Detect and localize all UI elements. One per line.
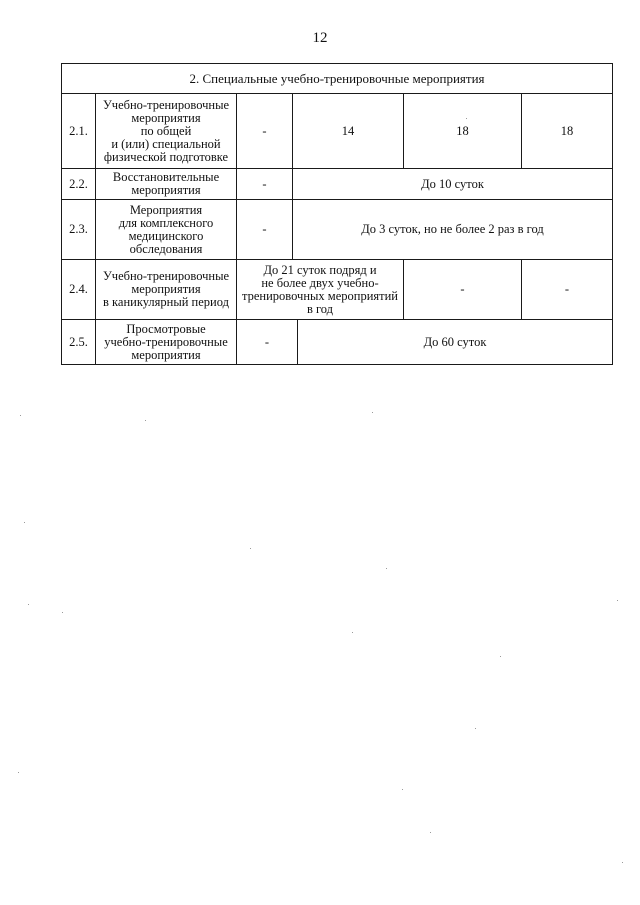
scan-speck xyxy=(145,420,146,421)
row-number: 2.5. xyxy=(69,334,88,349)
row-value: 14 xyxy=(341,123,355,138)
table-border-right xyxy=(612,63,613,365)
row-number: 2.4. xyxy=(69,282,88,296)
scan-speck xyxy=(622,862,623,863)
scan-speck xyxy=(386,568,387,569)
section-title: 2. Специальные учебно-тренировочные мероприятия xyxy=(189,71,485,86)
scan-speck xyxy=(62,612,63,613)
scan-speck xyxy=(250,548,251,549)
row-name: Учебно-тренировочные мероприятия по общей и (или) специальной физической подготовке xyxy=(102,97,230,164)
row-number: 2.2. xyxy=(69,176,88,191)
row-value: - xyxy=(564,282,570,296)
row-value: До 21 суток подряд и не более двух учебно- тренировочных мероприятий в год xyxy=(242,262,398,316)
row-name: Восстановительные мероприятия xyxy=(112,170,220,197)
row-value: - xyxy=(460,282,465,296)
scan-speck xyxy=(18,772,19,773)
scan-speck xyxy=(372,412,373,413)
row-value: - xyxy=(262,176,267,191)
row-name: Просмотровые учебно-тренировочные мероприятия xyxy=(104,321,228,362)
row-value: - xyxy=(262,222,267,236)
page-number: 12 xyxy=(312,30,328,46)
scan-speck xyxy=(20,415,21,416)
scan-speck xyxy=(475,728,476,729)
row-value: - xyxy=(262,123,267,138)
scan-speck xyxy=(402,789,403,790)
scan-speck xyxy=(352,632,353,633)
row-name: Учебно-тренировочные мероприятия в каникулярный период xyxy=(102,269,230,309)
row-name: Мероприятия для комплексного медицинского обследования xyxy=(118,202,214,256)
row-number: 2.1. xyxy=(69,123,88,138)
row-value: - xyxy=(264,334,270,349)
scan-speck xyxy=(24,522,25,523)
row-value: До 60 суток xyxy=(423,334,487,349)
row-value: 18 xyxy=(560,123,574,138)
scan-speck xyxy=(430,832,431,833)
table-border-bottom xyxy=(61,364,613,365)
row-number: 2.3. xyxy=(69,222,88,236)
row-value: 18 xyxy=(456,123,469,138)
scan-speck xyxy=(28,604,29,605)
row-value: До 10 суток xyxy=(421,176,484,191)
scan-speck xyxy=(500,656,501,657)
scan-speck xyxy=(466,118,467,119)
row-value: До 3 суток, но не более 2 раз в год xyxy=(361,222,544,236)
scan-speck xyxy=(617,600,618,601)
